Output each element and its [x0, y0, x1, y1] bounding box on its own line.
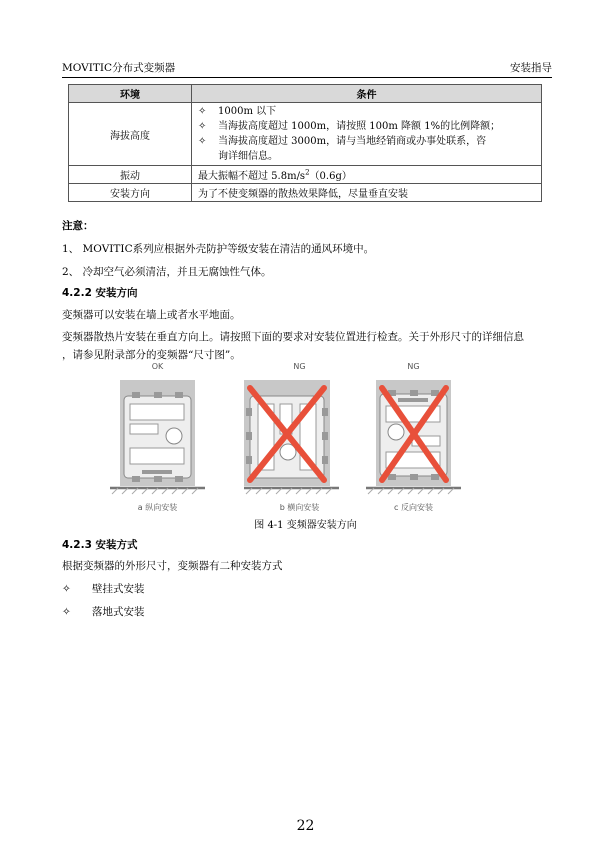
- list-item: [62, 604, 145, 619]
- table-header-env: 环境: [69, 85, 192, 103]
- figure-a-caption: a 纵向安装: [137, 503, 178, 512]
- environment-table: [68, 84, 542, 202]
- table-header-cond: 条件: [192, 85, 542, 103]
- figure-caption: 图 4-1 变频器安装方向: [254, 520, 357, 531]
- figure-a: [102, 362, 213, 513]
- section-4-2-2-title: 4.2.2 安装方向: [62, 287, 138, 299]
- table-cell-cond: [192, 103, 542, 166]
- header-rule: [62, 77, 552, 78]
- vibration-superscript: 2: [305, 168, 310, 177]
- figure-c-status: NG: [407, 362, 420, 371]
- mount-type-floor: 落地式安装: [92, 606, 145, 618]
- note-title: 注意：: [62, 220, 94, 232]
- bullet-icon: ✧: [198, 121, 207, 132]
- header-title: MOVITIC分布式变频器: [62, 62, 176, 74]
- figure-b-caption: b 横向安装: [279, 503, 320, 512]
- header-section: 安装指导: [510, 62, 552, 74]
- table-cell-cond: 为了不使变频器的散热效果降低，尽量垂直安装: [192, 184, 542, 202]
- bullet-icon: ✧: [62, 583, 71, 595]
- bullet-icon: ✧: [62, 606, 71, 618]
- mount-type-wall: 壁挂式安装: [92, 583, 145, 595]
- section-4-2-2-para-1: 变频器可以安装在墙上或者水平地面。: [62, 309, 241, 321]
- note-item-1: 1、 MOVITIC系列应根据外壳防护等级安装在清洁的通风环境中。: [62, 243, 375, 255]
- table-cell-cond: [192, 166, 542, 184]
- table-row: [69, 184, 542, 202]
- section-4-2-3-title: 4.2.3 安装方式: [62, 539, 138, 551]
- inverter-inverted-illustration: [358, 374, 469, 496]
- inverter-vertical-illustration: [102, 374, 213, 496]
- table-cell-env: 安装方向: [69, 184, 192, 202]
- bullet-icon: ✧: [198, 106, 207, 117]
- section-4-2-2-para-2b: ，请参见附录部分的变频器“尺寸图”。: [62, 349, 241, 361]
- note-item-2: 2、 冷却空气必须清洁，并且无腐蚀性气体。: [62, 266, 272, 278]
- bullet-icon: ✧: [198, 136, 207, 147]
- table-cell-env: 振动: [69, 166, 192, 184]
- figure-c-caption: c 反向安装: [394, 503, 433, 512]
- table-header-row: [69, 85, 542, 103]
- page-header: [62, 60, 552, 76]
- figure-b-status: NG: [293, 362, 306, 371]
- page-number: 22: [296, 818, 315, 834]
- vibration-text: 最大振幅不超过 5.8m/s: [198, 171, 306, 182]
- vibration-g: （0.6g）: [309, 171, 352, 182]
- section-4-2-3-para-1: 根据变频器的外形尺寸，变频器有二种安装方式: [62, 560, 283, 572]
- altitude-bullet-1: 1000m 以下: [218, 106, 277, 117]
- table-cell-env: 海拔高度: [69, 103, 192, 166]
- table-row: [69, 166, 542, 184]
- figure-b: [244, 362, 355, 513]
- table-row: [69, 103, 542, 166]
- altitude-bullet-3: 当海拔高度超过 3000m，请与当地经销商或办事处联系，咨: [218, 136, 487, 147]
- section-4-2-2-para-2a: 变频器散热片安装在垂直方向上。请按照下面的要求对安装位置进行检查。关于外形尺寸的详细信息: [62, 331, 524, 343]
- figure-c: [358, 362, 469, 513]
- list-item: [62, 581, 145, 596]
- altitude-bullet-2: 当海拔高度超过 1000m，请按照 100m 降额 1%的比例降额；: [218, 121, 501, 132]
- altitude-bullet-continuation: 询详细信息。: [218, 151, 278, 162]
- figure-a-status: OK: [151, 362, 164, 371]
- inverter-horizontal-illustration: [244, 374, 355, 496]
